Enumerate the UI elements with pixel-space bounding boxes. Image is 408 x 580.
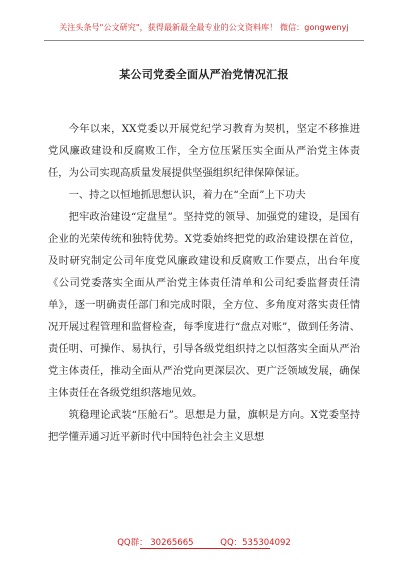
header-divider (44, 40, 364, 41)
footer-qq: QQ：535304092 (220, 538, 291, 548)
document-body (48, 118, 360, 448)
footer-divider (140, 548, 270, 549)
header-banner: 关注头条号"公文研究"，获得最新最全最专业的公文资料库！ 微信：gongwenyj (59, 23, 349, 32)
section-heading: 一、持之以恒地抓思想认识，着力在“全面”上下功夫 (68, 189, 306, 201)
body-paragraph: 今年以来，XX党委以开展党纪学习教育为契机，坚定不移推进党风廉政建设和反腐败工作，全方位压紧压实全面从严治党主体责任，为公司实现高质量发展提供坚强组织纪律保障保证。 (48, 123, 360, 179)
body-paragraph: 筑稳理论武装“压舱石”。思想是力量，旗帜是方向。X党委坚持把学懂弄通习近平新时代中国特色社会主义思想 (48, 409, 360, 443)
footer-qq-group: QQ群： 30265665 (117, 538, 194, 548)
document-title: 某公司党委全面从严治党情况汇报 (119, 68, 289, 81)
body-paragraph: 把牢政治建设“定盘星”。坚持党的领导、加强党的建设，是国有企业的光荣传统和独特优势。X党委始终把党的政治建设摆在首位，及时研究制定公司年度党风廉政建设和反腐败工作要点，出台年度《公司党委落实全面从严治党主体责任清单和公司纪委监督责任清单》，逐一明确责任部门和完成时限，全方位、多角度对落实责任情况开展过程管理和监督检查，每季度进行“盘点对账”，做到任务清、责任明、可操作、易执行，引导各级党组织持之以恒落实全面从严治党主体责任，推动全面从严治党向更深层次、更广泛领域发展，确保主体责任在各级党组织落地见效。 (48, 211, 360, 399)
footer-contact (0, 536, 408, 548)
